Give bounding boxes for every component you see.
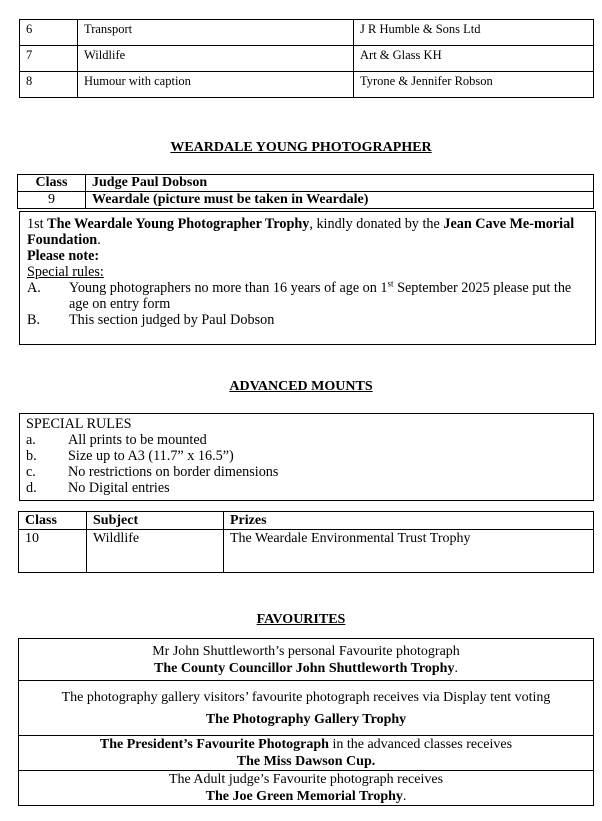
rule-label: b.	[26, 448, 37, 464]
rule-text: Size up to A3 (11.7” x 16.5”)	[68, 448, 234, 464]
foundation-name: Jean Cave Me-morial Foundation	[27, 216, 575, 248]
rule-text: No restrictions on border dimensions	[68, 464, 279, 480]
rule-text: All prints to be mounted	[68, 432, 207, 448]
rule-label: a.	[26, 432, 36, 448]
table-row	[18, 192, 594, 209]
class-prize: Tyrone & Jennifer Robson	[354, 72, 594, 98]
favourites-table	[18, 638, 594, 806]
rules-title: SPECIAL RULES	[26, 416, 132, 432]
favourite-description: The photography gallery visitors’ favourite photograph receives via Display tent voting	[61, 689, 551, 705]
please-note: Please note:	[27, 248, 100, 264]
trophy-name: The Weardale Young Photographer Trophy	[47, 216, 310, 232]
table-row	[19, 771, 594, 806]
favourite-description: in the advanced classes receives	[328, 737, 513, 752]
class-subject: Wildlife	[87, 530, 224, 573]
table-row	[19, 639, 594, 681]
judge-header: Judge Paul Dobson	[86, 175, 594, 192]
class-number: 9	[18, 192, 86, 209]
class-subject: Wildlife	[78, 46, 354, 72]
subject-header: Subject	[87, 512, 224, 530]
young-class-table	[17, 174, 594, 209]
list-item	[26, 432, 587, 448]
section-heading-advanced: ADVANCED MOUNTS	[229, 379, 373, 394]
class-subject: Humour with caption	[78, 72, 354, 98]
class-prize: The Weardale Environmental Trust Trophy	[224, 530, 594, 573]
favourite-period: .	[454, 660, 458, 676]
section-heading-favourites: FAVOURITES	[256, 612, 346, 627]
table-row	[20, 72, 594, 98]
class-number: 6	[20, 20, 78, 46]
favourite-cell	[19, 771, 594, 806]
class-title: Weardale (picture must be taken in Weardale)	[86, 192, 594, 209]
rule-label: d.	[26, 480, 37, 496]
table-row	[20, 20, 594, 46]
rule-text: September 2025 please put the age on entry form	[69, 280, 572, 312]
classes-table-top	[19, 19, 594, 98]
favourite-cell	[19, 681, 594, 736]
prize-end: .	[97, 232, 101, 248]
rule-text: Young photographers no more than 16 years of age on 1	[69, 280, 388, 296]
young-details-box	[19, 211, 596, 345]
favourite-cell	[19, 639, 594, 681]
class-prize: J R Humble & Sons Ltd	[354, 20, 594, 46]
rule-label: B.	[27, 312, 41, 328]
class-number: 8	[20, 72, 78, 98]
favourite-highlight: The President’s Favourite Photograph	[99, 737, 329, 752]
class-header: Class	[18, 175, 86, 192]
rule-label: A.	[27, 280, 41, 296]
favourite-trophy: The Miss Dawson Cup.	[236, 754, 376, 769]
section-heading-young: WEARDALE YOUNG PHOTOGRAPHER	[170, 140, 432, 155]
table-row	[20, 46, 594, 72]
rule-sup: st	[387, 278, 394, 289]
list-item	[26, 464, 587, 480]
favourite-trophy: The Joe Green Memorial Trophy	[205, 789, 403, 804]
class-number: 7	[20, 46, 78, 72]
advanced-rules-box	[19, 413, 594, 501]
table-row	[19, 512, 594, 530]
special-rules-label: Special rules:	[27, 264, 104, 280]
favourite-description: The Adult judge’s Favourite photograph receives	[168, 772, 444, 787]
favourite-cell	[19, 736, 594, 771]
class-subject: Transport	[78, 20, 354, 46]
prizes-header: Prizes	[224, 512, 594, 530]
favourite-period: .	[402, 789, 407, 804]
table-row	[19, 736, 594, 771]
class-number: 10	[19, 530, 87, 573]
prize-prefix: 1st	[27, 216, 48, 232]
table-row	[19, 681, 594, 736]
table-row	[18, 175, 594, 192]
favourite-trophy: The Photography Gallery Trophy	[205, 711, 407, 727]
rule-b	[27, 312, 588, 328]
list-item	[26, 480, 587, 496]
favourite-description: Mr John Shuttleworth’s personal Favourite photograph	[152, 643, 460, 659]
rule-label: c.	[26, 464, 36, 480]
favourite-trophy: The County Councillor John Shuttleworth Trophy	[154, 660, 455, 676]
prize-text	[27, 216, 588, 248]
table-row	[19, 530, 594, 573]
list-item	[26, 448, 587, 464]
rule-text: This section judged by Paul Dobson	[69, 312, 275, 328]
advanced-class-table	[18, 511, 594, 573]
class-header: Class	[19, 512, 87, 530]
prize-middle: , kindly donated by the	[309, 216, 444, 232]
class-prize: Art & Glass KH	[354, 46, 594, 72]
rule-text: No Digital entries	[68, 480, 170, 496]
rule-a	[27, 280, 588, 312]
